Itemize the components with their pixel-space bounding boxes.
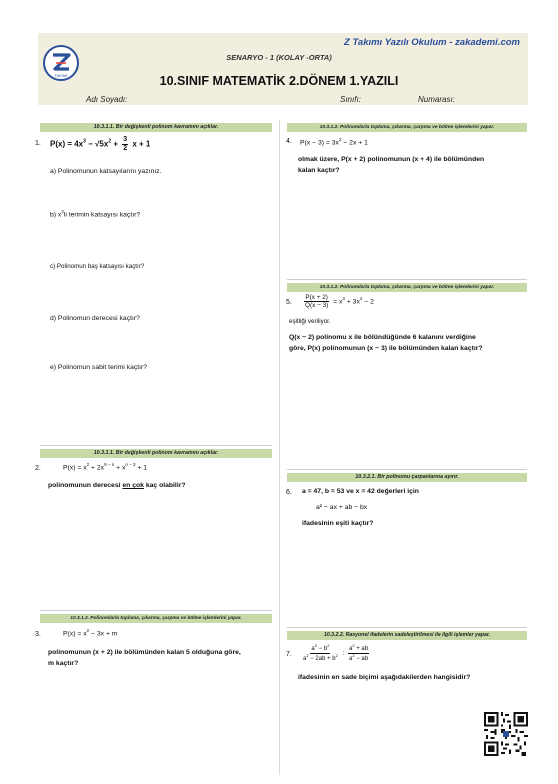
q1-part-d: d) Polinomun derecesi kaçtır?: [50, 315, 140, 322]
q3-polynomial: $P(x) = x^2 - 3x + m$: [63, 628, 118, 638]
q1-part-b: b) $x^2li$ terimin katsayısı kaçtır?: [50, 209, 141, 219]
qr-code: [484, 712, 528, 756]
q7-number: 7.: [286, 651, 292, 658]
q6-line-2: ifadesinin eşiti kaçtır?: [302, 520, 374, 527]
q5-line-2: göre, P(x) polinomunun (x − 3) ile bölümünden kalan kaçtır?: [289, 345, 483, 352]
q1-part-a: a) Polinomunun katsayılarını yazınız.: [50, 168, 162, 175]
separator-line: [287, 279, 527, 280]
q5-line-1: Q(x − 2) polinomu x ile bölündüğünde 6 kalanını verdiğine: [289, 334, 476, 341]
q5-given: eşitliği veriliyor.: [289, 318, 331, 325]
q4-polynomial: $P(x - 3) = 3x^2 - 2x + 1$: [300, 137, 368, 147]
column-divider: [279, 120, 280, 775]
svg-text:TAKIMI: TAKIMI: [54, 73, 68, 78]
separator-line: [40, 445, 272, 446]
separator-line: [40, 610, 272, 611]
q1-part-e: e) Polinomun sabit terimi kaçtır?: [50, 364, 148, 371]
q6-line-1: a = 47, b = 53 ve x = 42 değerleri için: [302, 488, 419, 495]
q1-part-c: c) Polinomun baş katsayısı kaçtır?: [50, 263, 145, 270]
q3-number: 3.: [35, 631, 41, 638]
q3-line-2: m kaçtır?: [48, 660, 79, 667]
outcome-tag-3: 10.3.1.2. Polinomlarla toplama, çıkarma, çarpma ve bölme işlemlerini yapar.: [40, 614, 272, 623]
q1-number: 1.: [35, 140, 41, 147]
separator-line: [287, 627, 527, 628]
q1-polynomial: $P(x) = 4x^3 - √5x^2$ + $\frac{3}{2}$ x + 1: [50, 136, 151, 152]
name-label: Adı Soyadı:: [86, 95, 128, 104]
page-title: 10.SINIF MATEMATİK 2.DÖNEM 1.YAZILI: [159, 74, 399, 88]
q4-number: 4.: [286, 138, 292, 145]
outcome-tag-7: 10.3.2.2. Rasyonel ifadelerin sadeleştirilmesi ile ilgili işlemler yapar.: [287, 631, 527, 640]
q6-expression: a² − ax + ab − bx: [316, 504, 368, 511]
q4-line-2: kalan kaçtır?: [298, 167, 340, 174]
q6-number: 6.: [286, 489, 292, 496]
q5-number: 5.: [286, 299, 292, 306]
q4-line-1: olmak üzere, P(x + 2) polinomunun (x + 4) ile bölümünden: [298, 156, 485, 163]
q5-equation: $\frac{P(x + 2)}{Q(x - 3)}$ = $x^3 + 3x^2 - 2$: [305, 294, 374, 310]
q3-line-1: polinomunun (x + 2) ile bölümünden kalan 5 olduğuna göre,: [48, 649, 241, 656]
class-label: Sınıfı:: [340, 95, 361, 104]
outcome-tag-4: 10.3.1.2. Polinomlarla toplama, çıkarma, çarpma ve bölme işlemlerini yapar.: [287, 123, 527, 132]
separator-line: [287, 469, 527, 470]
outcome-tag-2: 10.3.1.1. Bir değişkenli polinom kavramını açıklar.: [40, 449, 272, 458]
q7-line-1: ifadesinin en sade biçimi aşağıdakilerden hangisidir?: [298, 674, 471, 681]
q2-number: 2.: [35, 465, 41, 472]
q2-question: polinomunun derecesi en çok kaç olabilir?: [48, 482, 186, 489]
number-label: Numarası:: [418, 95, 455, 104]
q7-expression: $\frac{a^2 - b^2}{a^2 - 2ab + b^2}$ : $\frac{a^2 + ab}{a^2 - ab}$: [303, 643, 369, 662]
outcome-tag-5: 10.3.1.2. Polinomlarla toplama, çıkarma, çarpma ve bölme işlemlerini yapar.: [287, 283, 527, 292]
outcome-tag-1: 10.3.1.1. Bir değişkenli polinom kavramını açıklar.: [40, 123, 272, 132]
outcome-tag-6: 10.3.2.1. Bir polinomu çarpanlarına ayırır.: [287, 473, 527, 482]
site-url: Z Takımı Yazılı Okulum - zakademi.com: [344, 37, 520, 48]
scenario-label: SENARYO - 1 (KOLAY -ORTA): [226, 53, 332, 62]
q2-polynomial: $P(x) = x^2 + 2x^{9 - n} + x^{n - 3} + 1$: [63, 462, 148, 472]
